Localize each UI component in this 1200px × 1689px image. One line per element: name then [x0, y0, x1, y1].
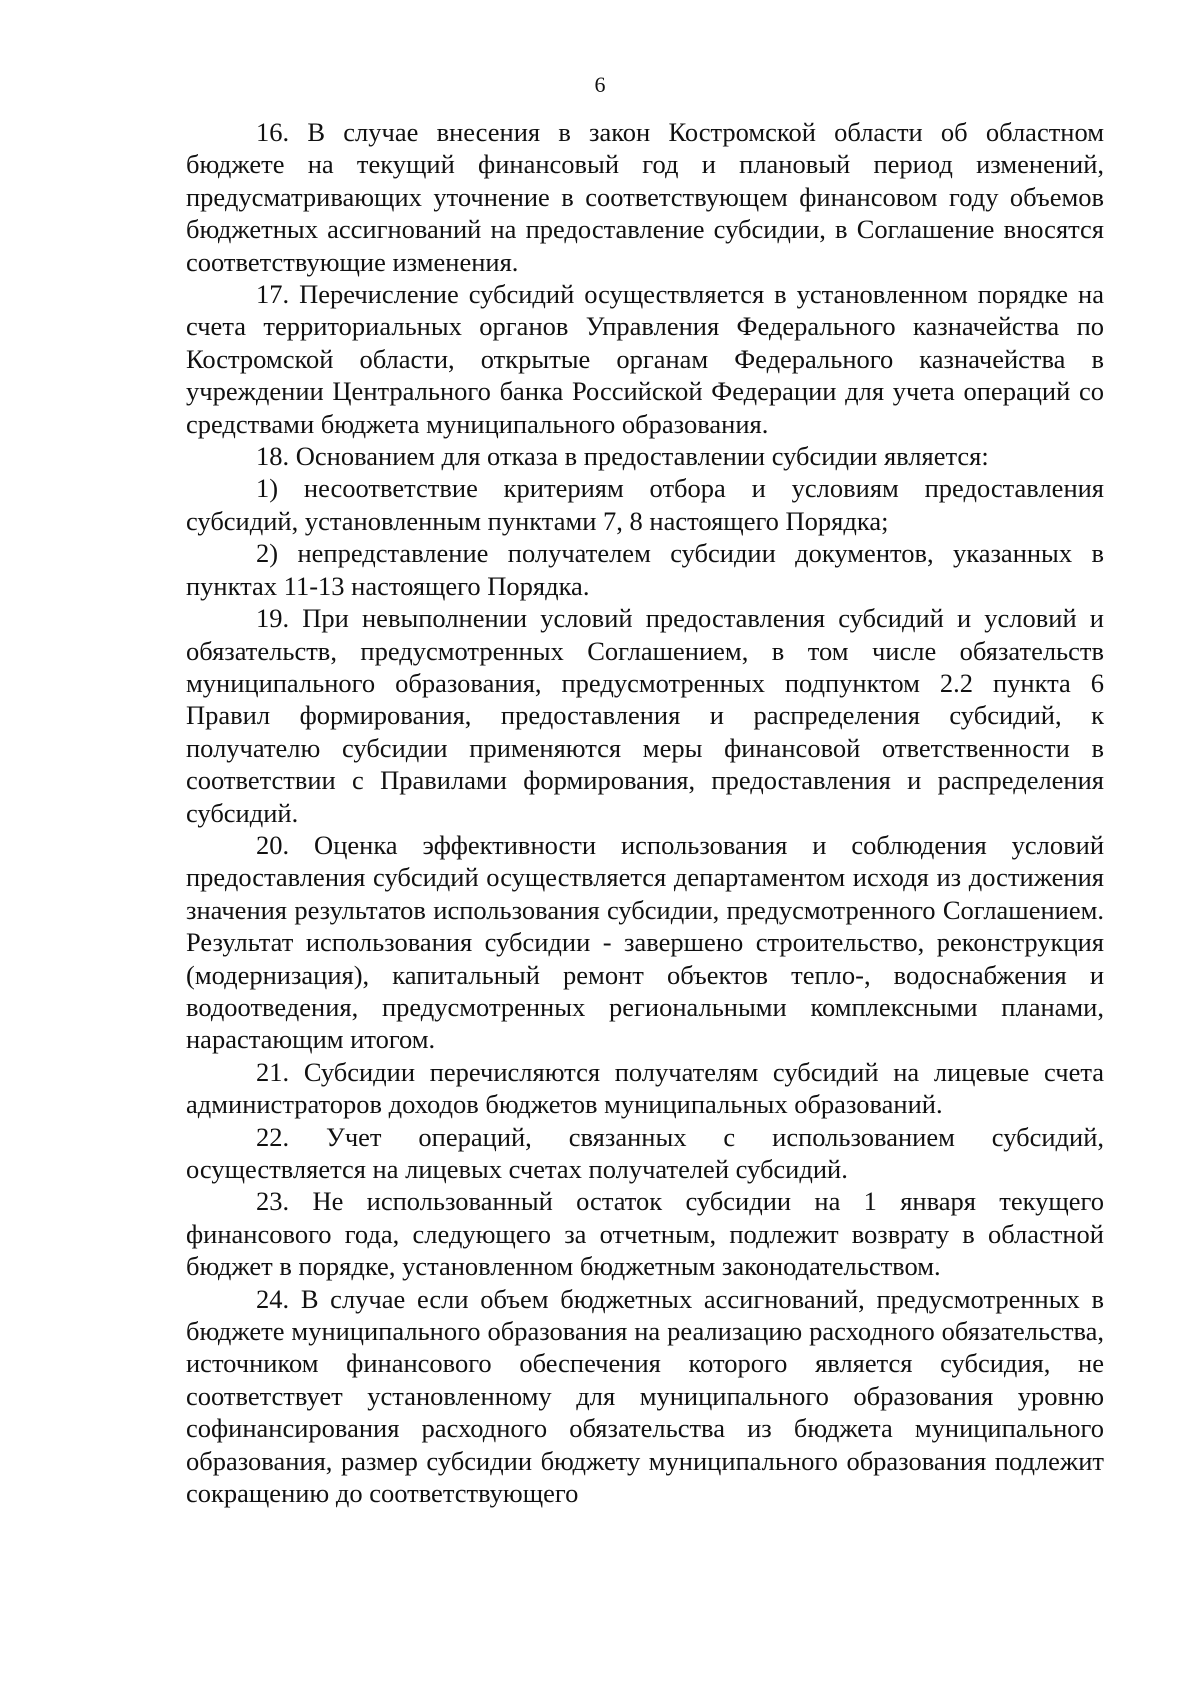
paragraph-22: 22. Учет операций, связанных с использованием субсидий, осуществляется на лицевых счетах получателей субсидий. [186, 1121, 1104, 1184]
paragraph-16: 16. В случае внесения в закон Костромской области об областном бюджете на текущий финансовый год и плановый период изменений, предусматривающих уточнение в соответствующем финансовом году объемов бюджетных ассигнований на предоставление субсидии, в Соглашение вносятся соответствующие изменения. [186, 117, 1104, 277]
paragraph-20: 20. Оценка эффективности использования и соблюдения условий предоставления субсидий осуществляется департаментом исходя из достижения значения результатов использования субсидии, предусмотренного Соглашением. Результат использования субсидии - завершено строительство, реконструкция (модернизация), капитальный ремонт объектов тепло-, водоснабжения и водоотведения, предусмотренных региональными комплексными планами, нарастающим итогом. [186, 829, 1104, 1055]
paragraph-17: 17. Перечисление субсидий осуществляется в установленном порядке на счета территориальных органов Управления Федерального казначейства по Костромской области, открытые органам Федерального казначейства в учреждении Центрального банка Российской Федерации для учета операций со средствами бюджета муниципального образования. [186, 279, 1104, 439]
paragraph-18-item-1: 1) несоответствие критериям отбора и условиям предоставления субсидий, установленным пунктами 7, 8 настоящего Порядка; [186, 473, 1104, 536]
paragraph-24: 24. В случае если объем бюджетных ассигнований, предусмотренных в бюджете муниципального образования на реализацию расходного обязательства, источником финансового обеспечения которого является субсидия, не соответствует установленному для муниципального образования уровню софинансирования расходного обязательства из бюджета муниципального образования, размер субсидии бюджету муниципального образования подлежит сокращению до соответствующего [186, 1283, 1104, 1509]
paragraph-18: 18. Основанием для отказа в предоставлении субсидии является: [256, 441, 989, 472]
paragraph-19: 19. При невыполнении условий предоставления субсидий и условий и обязательств, предусмотренных Соглашением, в том числе обязательств муниципального образования, предусмотренных подпунктом 2.2 пункта 6 Правил формирования, предоставления и распределения субсидий, к получателю субсидии применяются меры финансовой ответственности в соответствии с Правилами формирования, предоставления и распределения субсидий. [186, 603, 1104, 828]
paragraph-23: 23. Не использованный остаток субсидии на 1 января текущего финансового года, следующего за отчетным, подлежит возврату в областной бюджет в порядке, установленном бюджетным законодательством. [186, 1186, 1104, 1282]
paragraph-21: 21. Субсидии перечисляются получателям субсидий на лицевые счета администраторов доходов бюджетов муниципальных образований. [186, 1056, 1104, 1120]
paragraph-18-item-2: 2) непредставление получателем субсидии документов, указанных в пунктах 11-13 настоящего Порядка. [186, 538, 1104, 601]
document-body [186, 116, 1104, 1509]
page-number: 6 [594, 72, 606, 97]
